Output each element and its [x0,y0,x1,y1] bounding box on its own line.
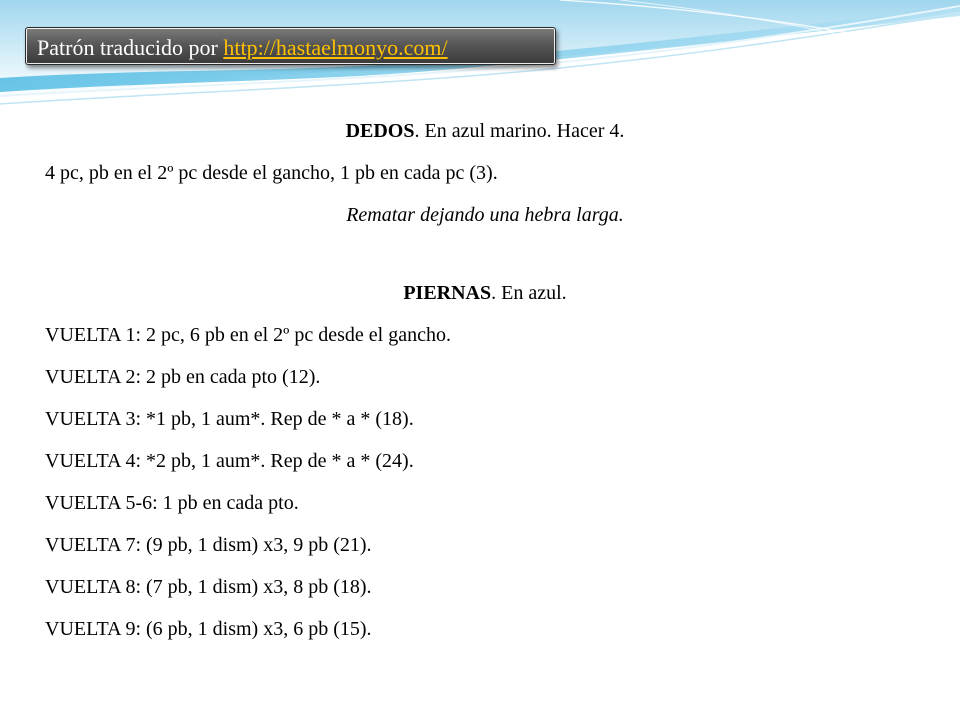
piernas-heading: PIERNAS [403,282,492,304]
dedos-heading-rest: . En azul marino. Hacer 4. [414,120,625,142]
dedos-heading: DEDOS [345,120,415,142]
pattern-content [45,110,925,650]
piernas-row: VUELTA 8: (7 pb, 1 dism) x3, 8 pb (18). [45,576,372,598]
piernas-row: VUELTA 9: (6 pb, 1 dism) x3, 6 pb (15). [45,618,372,640]
dedos-heading-line [45,110,925,152]
translation-credit-banner [25,27,556,65]
piernas-heading-line [45,272,925,314]
piernas-row: VUELTA 7: (9 pb, 1 dism) x3, 9 pb (21). [45,534,372,556]
piernas-row: VUELTA 4: *2 pb, 1 aum*. Rep de * a * (24). [45,450,414,472]
banner-prefix-text: Patrón traducido por [37,35,224,60]
dedos-finish-note: Rematar dejando una hebra larga. [346,204,624,226]
dedos-instruction: 4 pc, pb en el 2º pc desde el gancho, 1 pb en cada pc (3). [45,162,498,184]
source-website-link[interactable]: http://hastaelmonyo.com/ [223,35,448,60]
section-gap [45,236,925,272]
piernas-heading-rest: . En azul. [491,282,567,304]
piernas-row: VUELTA 5-6: 1 pb en cada pto. [45,492,299,514]
piernas-row: VUELTA 2: 2 pb en cada pto (12). [45,366,321,388]
piernas-row: VUELTA 3: *1 pb, 1 aum*. Rep de * a * (18). [45,408,414,430]
piernas-row: VUELTA 1: 2 pc, 6 pb en el 2º pc desde el gancho. [45,324,451,346]
